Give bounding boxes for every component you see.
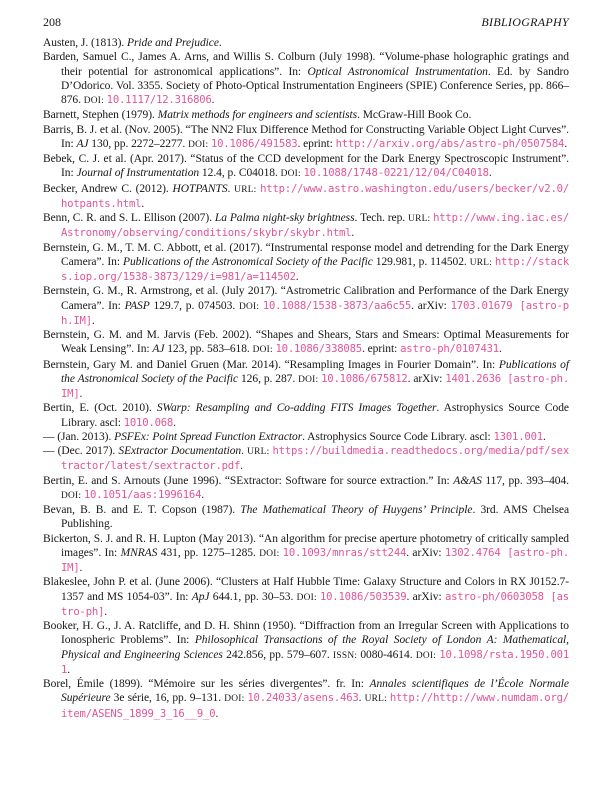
arxiv-link[interactable]: astro-ph/0603058 [astro-ph] xyxy=(61,590,569,618)
entry-text: . xyxy=(211,94,215,106)
entry-text: Bevan, B. B. and E. T. Copson (1987). xyxy=(43,504,241,516)
entry-text: 431, pp. 1275–1285. xyxy=(157,546,260,559)
entry-text: . xyxy=(79,388,83,400)
ascl-link[interactable]: 1301.001 xyxy=(493,430,543,443)
url-link[interactable]: http://www.ing.iac.es/Astronomy/observing/conditions/skybr/skybr.html xyxy=(61,212,569,240)
bibliography-entry xyxy=(43,36,569,50)
entry-title-italic: Philosophical Transactions of the Royal Society of London A: Mathematical, Physical and Engineering Sciences xyxy=(61,634,570,661)
entry-text: . xyxy=(141,197,145,210)
entry-text: Bernstein, G. M. and M. Jarvis (Feb. 2002). “Shapes and Shears, Stars and Smears: Optimal Measurements for Weak Lensing”. In: xyxy=(43,329,569,356)
smallcaps-label: URL: xyxy=(469,257,495,268)
doi-link[interactable]: 10.1093/mnras/stt244 xyxy=(282,546,407,559)
entry-text: Booker, H. G., J. A. Ratcliffe, and D. H. Shinn (1950). “Diffraction from an Irregular Screen with Applications to Ionospheric Problems”. In: xyxy=(43,620,569,647)
doi-link[interactable]: 10.1086/503539 xyxy=(319,590,407,603)
entry-title-italic: La Palma night-sky brightness xyxy=(214,212,355,224)
doi-link[interactable]: 10.1088/1538-3873/aa6c55 xyxy=(262,299,412,312)
entry-title-italic: Publications of the Astronomical Society of the Pacific xyxy=(61,358,569,385)
doi-link[interactable]: 10.1086/491583 xyxy=(210,137,298,150)
smallcaps-label: DOI: xyxy=(415,650,440,661)
page-number: 208 xyxy=(43,15,61,29)
entry-text: Bernstein, G. M., R. Armstrong, et al. (July 2017). “Astrometric Calibration and Performance of the Dark Energy Camera”. In: xyxy=(43,285,569,312)
entry-text: . xyxy=(295,271,299,283)
entry-text: 130, pp. 2272–2277. xyxy=(88,137,189,150)
entry-text: . Astrophysics Source Code Library. ascl: xyxy=(61,402,569,429)
entry-text: . eprint: xyxy=(361,343,401,356)
bibliography-entry xyxy=(43,401,569,430)
entry-text: . xyxy=(358,692,365,705)
eprint-link[interactable]: astro-ph/0107431 xyxy=(400,343,499,356)
entry-text: . xyxy=(498,343,502,356)
entry-title-italic: SWarp: Resampling and Co-adding FITS Images Together xyxy=(156,402,437,415)
entry-text: . xyxy=(91,314,95,327)
smallcaps-label: DOI: xyxy=(224,694,248,705)
entry-text: 644.1, pp. 30–53. xyxy=(209,590,297,603)
bibliography-entry xyxy=(43,328,569,358)
entry-text: — (Dec. 2017). xyxy=(43,445,119,457)
bibliography-entry xyxy=(43,474,569,504)
entry-text: Bebek, C. J. et al. (Apr. 2017). “Status of the CCD development for the Dark Energy Spectroscopic Instrument”. In: xyxy=(43,153,569,180)
doi-link[interactable]: 10.1086/338085 xyxy=(275,343,362,356)
entry-title-italic: Matrix methods for engineers and scientists xyxy=(157,109,358,122)
entry-title-italic: Publications of the Astronomical Society of the Pacific xyxy=(122,255,373,268)
entry-title-italic: Pride and Prejudice xyxy=(127,37,219,49)
entry-text: . xyxy=(173,416,176,429)
bibliography-entry xyxy=(43,444,569,474)
smallcaps-label: URL: xyxy=(234,184,261,195)
smallcaps-label: DOI: xyxy=(252,345,276,356)
arxiv-link[interactable]: 1703.01679 [astro-ph.IM] xyxy=(61,299,569,327)
entry-text: . arXiv: xyxy=(407,372,446,385)
entry-text: 117, pp. 393–404. xyxy=(481,474,569,487)
entry-title-italic: PSFEx: Point Spread Function Extractor xyxy=(114,430,303,443)
smallcaps-label: DOI: xyxy=(298,374,322,385)
arxiv-link[interactable]: 1401.2636 [astro-ph.IM] xyxy=(61,372,569,400)
running-header: BIBLIOGRAPHY xyxy=(481,15,569,29)
entry-title-italic: MNRAS xyxy=(120,546,158,559)
bibliography-entry xyxy=(43,182,569,212)
smallcaps-label: URL: xyxy=(364,694,390,705)
entry-text: . xyxy=(488,167,492,180)
doi-link[interactable]: 10.1086/675812 xyxy=(321,372,408,385)
smallcaps-label: DOI: xyxy=(296,592,320,603)
entry-text: . xyxy=(240,460,243,473)
entry-text: . McGraw-Hill Book Co. xyxy=(357,109,472,122)
entry-text: Bernstein, G. M., T. M. C. Abbott, et al. (2017). “Instrumental response model and detrending for the Dark Energy Camera”. In: xyxy=(43,241,569,268)
entry-title-italic: Journal of Instrumentation xyxy=(76,167,200,180)
entry-text: . xyxy=(79,562,83,574)
entry-text: . 3rd. AMS Chelsea Publishing. xyxy=(61,504,569,531)
smallcaps-label: ISSN: xyxy=(333,650,361,661)
entry-text: . xyxy=(351,227,355,240)
entry-title-italic: The Mathematical Theory of Huygens’ Principle xyxy=(240,504,473,516)
entry-text: . xyxy=(227,182,235,195)
bibliography-entry xyxy=(43,575,569,619)
entry-text: Bickerton, S. J. and R. H. Lupton (May 2013). “An algorithm for precise aperture photometry of critically sampled images”. In: xyxy=(43,532,569,559)
entry-text: 12.4, p. C04018. xyxy=(199,167,281,180)
url-link[interactable]: http://www.astro.washington.edu/users/becker/v2.0/hotpants.html xyxy=(61,182,569,210)
bibliography-entry xyxy=(43,211,569,241)
ascl-link[interactable]: 1010.068 xyxy=(123,416,174,429)
entry-text: 123, pp. 583–618. xyxy=(164,343,253,356)
entry-text: . xyxy=(104,605,108,618)
entry-title-italic: AJ xyxy=(76,137,89,150)
smallcaps-label: URL: xyxy=(247,447,273,457)
entry-text: 242.856, pp. 579–607. xyxy=(222,648,334,661)
entry-text: . xyxy=(218,37,222,49)
entry-title-italic: HOTPANTS xyxy=(172,182,228,195)
entry-title-italic: A&AS xyxy=(453,474,482,487)
eprint-link[interactable]: http://arxiv.org/abs/astro-ph/0507584 xyxy=(335,137,565,150)
entry-text: 0080-4614. xyxy=(360,648,416,661)
doi-link[interactable]: 10.1051/aas:1996164 xyxy=(83,488,202,501)
entry-text: Bertin, E. and S. Arnouts (June 1996). “SExtractor: Software for source extraction.” In: xyxy=(43,474,454,487)
entry-text: Borel, Émile (1899). “Mémoire sur les séries divergentes”. fr. In: xyxy=(43,678,370,690)
doi-link[interactable]: 10.1098/rsta.1950.0011 xyxy=(61,648,570,676)
bibliography-entry xyxy=(43,430,569,444)
bibliography-entry xyxy=(43,532,569,576)
entry-text: Barnett, Stephen (1979). xyxy=(43,109,158,122)
arxiv-link[interactable]: 1302.4764 [astro-ph.IM] xyxy=(61,546,570,574)
bibliography-entry xyxy=(43,503,569,532)
entry-text: 129.7, p. 074503. xyxy=(149,299,239,312)
smallcaps-label: URL: xyxy=(408,214,434,224)
entry-text: Benn, C. R. and S. L. Ellison (2007). xyxy=(43,212,215,224)
doi-link[interactable]: 10.24033/asens.463 xyxy=(247,692,359,705)
bibliography-entry xyxy=(43,50,569,108)
entry-text: Austen, J. (1813). xyxy=(43,37,128,49)
bibliography-entry xyxy=(43,358,569,402)
entry-text: . arXiv: xyxy=(406,546,445,559)
bibliography-entry xyxy=(43,677,569,721)
doi-link[interactable]: 10.1117/12.316806 xyxy=(106,94,212,106)
entry-text: . eprint: xyxy=(297,137,336,150)
entry-text: . xyxy=(67,663,71,676)
entry-text: . xyxy=(241,445,248,457)
entry-title-italic: SExtractor Documentation xyxy=(118,445,242,457)
entry-text: Barden, Samuel C., James A. Arns, and Willis S. Colburn (July 1998). “Volume-phase holographic gratings and their potential for astronomical applications”. In: xyxy=(43,51,569,78)
bibliography-entry xyxy=(43,284,569,328)
entry-text: 129.981, p. 114502. xyxy=(372,255,470,268)
entry-text: . arXiv: xyxy=(411,299,451,312)
entry-title-italic: Annales scientifiques de l’École Normale Supérieure xyxy=(61,678,569,705)
entry-text: Bertin, E. (Oct. 2010). xyxy=(43,402,157,415)
bibliography-entry xyxy=(43,152,569,182)
entry-text: 126, p. 287. xyxy=(238,372,299,385)
entry-text: Barris, B. J. et al. (Nov. 2005). “The NN2 Flux Difference Method for Constructing Variable Object Light Curves”. In: xyxy=(43,123,569,150)
smallcaps-label: DOI: xyxy=(238,301,263,312)
bibliography-entry xyxy=(43,241,569,285)
entry-text: . Ed. by Sandro D’Odorico. Vol. 3355. Society of Photo-Optical Instrumentation Engineers (SPIE) Conference Series, pp. 866–876. xyxy=(61,65,570,106)
entry-title-italic: ApJ xyxy=(191,590,210,603)
entry-text: — (Jan. 2013). xyxy=(43,430,115,443)
entry-text: . Tech. rep. xyxy=(354,212,409,224)
entry-title-italic: Optical Astronomical Instrumentation xyxy=(307,65,488,78)
bibliography-entry xyxy=(43,619,569,677)
doi-link[interactable]: 10.1088/1748-0221/12/04/C04018 xyxy=(303,167,489,180)
entry-text: . xyxy=(215,707,219,720)
url-link[interactable]: http://stacks.iop.org/1538-3873/129/i=981/a=114502 xyxy=(61,255,570,283)
smallcaps-label: DOI: xyxy=(188,139,211,150)
smallcaps-label: DOI: xyxy=(280,169,304,180)
entry-text: Blakeslee, John P. et al. (June 2006). “Clusters at Half Hubble Time: Galaxy Structure and Colors in RX J0152.7-1357 and MS 1054-03”. In: xyxy=(43,576,569,603)
entry-text: Bernstein, Gary M. and Daniel Gruen (Mar. 2014). “Resampling Images in Fourier Domain”. In: xyxy=(43,358,499,371)
smallcaps-label: DOI: xyxy=(61,490,84,501)
bibliography-entry xyxy=(43,108,569,122)
entry-text: . arXiv: xyxy=(406,590,445,603)
page-header xyxy=(43,15,569,30)
entry-text: . xyxy=(542,430,546,443)
entry-title-italic: AJ xyxy=(152,343,165,356)
url-link[interactable]: http://http://www.numdam.org/item/ASENS_1899_3_16__9_0 xyxy=(61,692,569,720)
entry-text: . xyxy=(201,488,205,501)
bibliography-entry xyxy=(43,123,569,153)
smallcaps-label: DOI: xyxy=(83,96,107,106)
entry-text: . Astrophysics Source Code Library. ascl: xyxy=(302,430,494,443)
smallcaps-label: DOI: xyxy=(259,548,283,559)
entry-text: Becker, Andrew C. (2012). xyxy=(43,182,173,195)
url-link[interactable]: https://buildmedia.readthedocs.org/media/pdf/sextractor/latest/sextractor.pdf xyxy=(61,445,570,473)
entry-title-italic: PASP xyxy=(124,299,150,312)
bibliography-list xyxy=(43,36,569,721)
entry-text: 3e série, 16, pp. 9–131. xyxy=(110,692,225,705)
entry-text: . xyxy=(564,137,568,150)
